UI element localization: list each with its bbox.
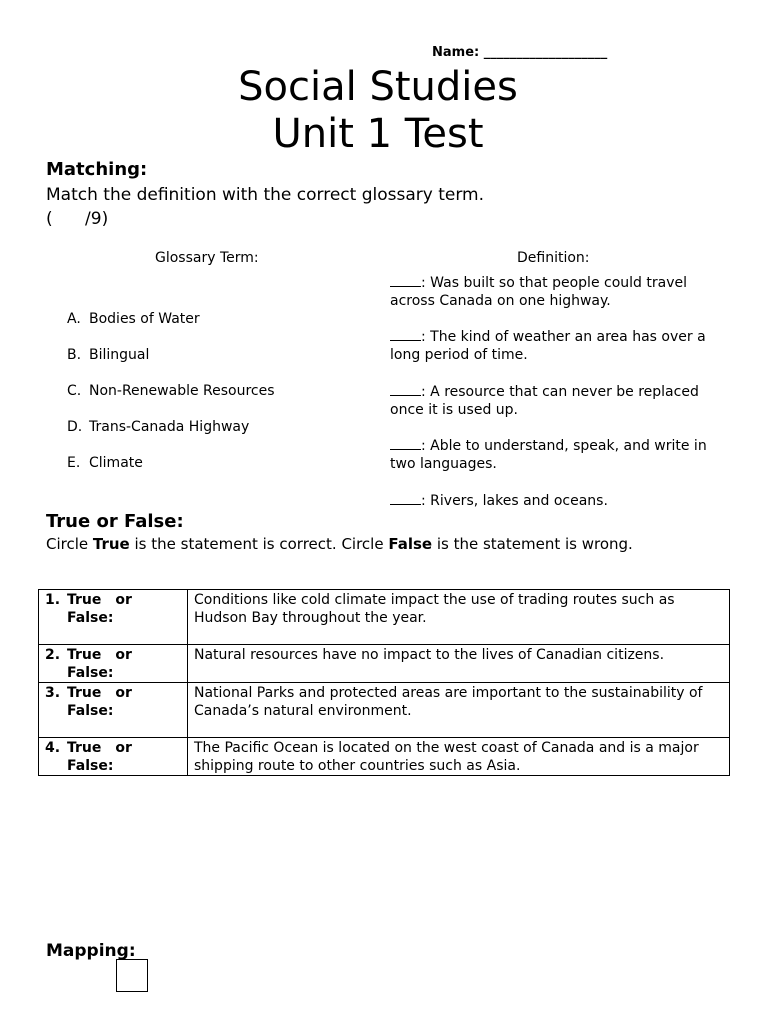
glossary-term-d: [67, 419, 249, 435]
true-false-instruction: [46, 535, 633, 553]
statement-cell: The Pacific Ocean is located on the west coast of Canada and is a major shipping route to other countries such as Asia.: [188, 738, 730, 776]
term-text: Bodies of Water: [89, 311, 200, 327]
mapping-heading: Mapping:: [46, 941, 136, 961]
matching-heading: Matching:: [46, 159, 148, 180]
instruction-true-word: True: [92, 535, 130, 553]
answer-blank[interactable]: [390, 492, 421, 505]
instruction-part: is the statement is correct. Circle: [129, 535, 389, 553]
matching-score: ( /9): [46, 209, 109, 229]
glossary-term-a: [67, 311, 200, 327]
definition-header: Definition:: [517, 250, 590, 266]
page-title-line-1: Social Studies: [238, 64, 518, 110]
question-number: 4.: [45, 740, 61, 756]
term-letter: E.: [67, 455, 81, 471]
answer-blank[interactable]: [390, 328, 421, 341]
true-option[interactable]: True: [67, 647, 102, 663]
or-word: or: [115, 592, 132, 608]
instruction-part: is the statement is wrong.: [432, 535, 633, 553]
definition-text: : Was built so that people could travel across Canada on one highway.: [390, 275, 687, 309]
definition-text: : Rivers, lakes and oceans.: [421, 493, 608, 509]
table-row: [39, 738, 730, 776]
answer-blank[interactable]: [390, 383, 421, 396]
true-option[interactable]: True: [67, 592, 102, 608]
term-letter: B.: [67, 347, 82, 363]
or-word: or: [115, 647, 132, 663]
definition-1: [390, 274, 730, 310]
definition-2: [390, 328, 730, 364]
mapping-box: [116, 959, 148, 992]
instruction-part: Circle: [46, 535, 93, 553]
term-text: Trans-Canada Highway: [89, 419, 250, 435]
term-text: Bilingual: [89, 347, 150, 363]
answer-blank[interactable]: [390, 274, 421, 287]
question-choice-cell: [39, 645, 188, 683]
statement-cell: Natural resources have no impact to the lives of Canadian citizens.: [188, 645, 730, 683]
definition-5: [390, 492, 730, 510]
statement-cell: National Parks and protected areas are important to the sustainability of Canada’s natural environment.: [188, 683, 730, 738]
answer-blank[interactable]: [390, 437, 421, 450]
table-row: [39, 683, 730, 738]
definition-3: [390, 383, 730, 419]
glossary-term-header: Glossary Term:: [155, 250, 259, 266]
instruction-false-word: False: [388, 535, 433, 553]
true-option[interactable]: True: [67, 740, 102, 756]
false-option[interactable]: False:: [67, 758, 114, 774]
question-number: 1.: [45, 592, 61, 608]
true-false-table: [38, 589, 730, 776]
or-word: or: [115, 685, 132, 701]
definition-text: : A resource that can never be replaced once it is used up.: [390, 384, 699, 418]
term-letter: C.: [67, 383, 82, 399]
term-text: Climate: [89, 455, 143, 471]
question-number: 3.: [45, 685, 61, 701]
term-letter: D.: [67, 419, 83, 435]
statement-cell: Conditions like cold climate impact the use of trading routes such as Hudson Bay throughout the year.: [188, 590, 730, 645]
matching-instruction: Match the definition with the correct glossary term.: [46, 185, 484, 205]
false-option[interactable]: False:: [67, 703, 114, 719]
page-title-line-2: Unit 1 Test: [272, 111, 484, 157]
glossary-term-b: [67, 347, 149, 363]
false-option[interactable]: False:: [67, 610, 114, 626]
false-option[interactable]: False:: [67, 665, 114, 681]
table-row: [39, 590, 730, 645]
glossary-term-c: [67, 383, 275, 399]
true-option[interactable]: True: [67, 685, 102, 701]
table-row: [39, 645, 730, 683]
definition-4: [390, 437, 730, 473]
question-choice-cell: [39, 683, 188, 738]
question-number: 2.: [45, 647, 61, 663]
name-field-label: Name: ___________________: [432, 45, 608, 60]
true-false-heading: True or False:: [46, 511, 184, 532]
term-letter: A.: [67, 311, 81, 327]
question-choice-cell: [39, 738, 188, 776]
question-choice-cell: [39, 590, 188, 645]
definition-text: : The kind of weather an area has over a long period of time.: [390, 329, 706, 363]
term-text: Non-Renewable Resources: [89, 383, 275, 399]
definition-text: : Able to understand, speak, and write in two languages.: [390, 438, 707, 472]
glossary-term-e: [67, 455, 143, 471]
or-word: or: [115, 740, 132, 756]
